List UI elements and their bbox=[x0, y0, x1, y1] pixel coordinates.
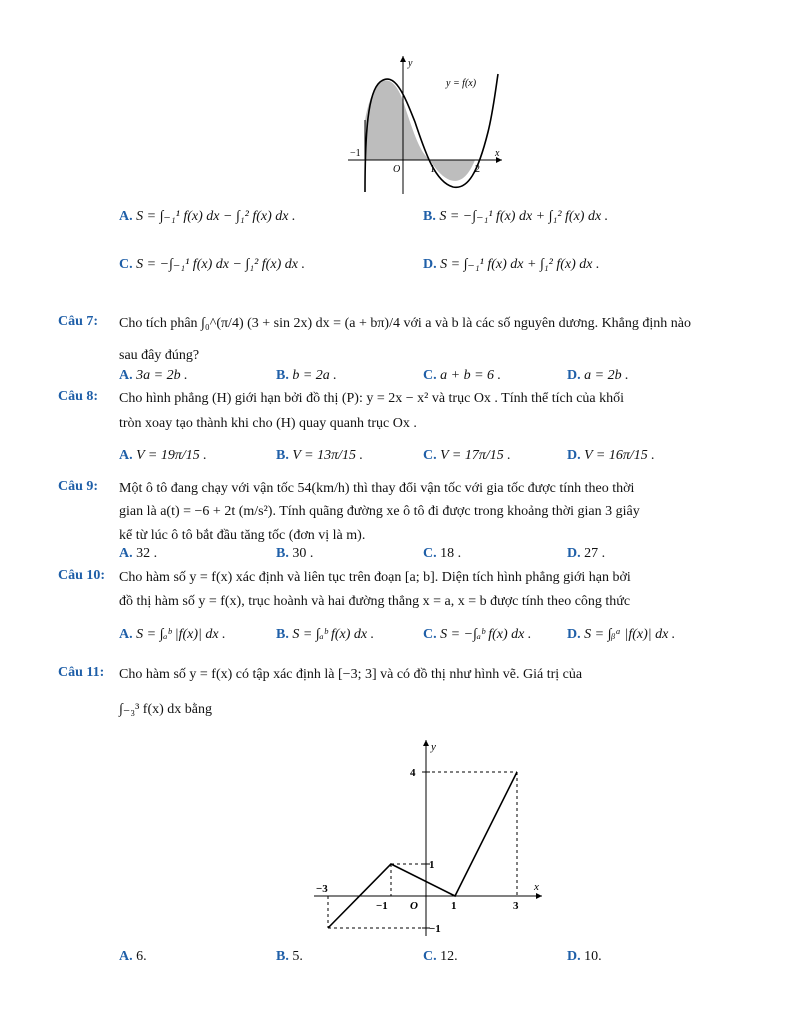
q7-stem-1: Cho tích phân ∫₀^(π/4) (3 + sin 2x) dx = (a + bπ)/4 với a và b là các số nguyên dương. Khẳng định nào bbox=[119, 316, 692, 331]
q8-d-label: D. bbox=[567, 448, 581, 463]
q6-c-label: C. bbox=[119, 257, 133, 272]
bottom-y-label: y bbox=[431, 741, 436, 753]
q10-a-text: S = ∫ₐᵇ |f(x)| dx . bbox=[136, 627, 226, 642]
q7-option-b[interactable] bbox=[276, 368, 337, 384]
q7-option-a[interactable] bbox=[119, 368, 188, 384]
q9-a-label: A. bbox=[119, 546, 133, 561]
q10-stem-1: Cho hàm số y = f(x) xác định và liên tục trên đoạn [a; b]. Diện tích hình phẳng giới hạn bởi bbox=[119, 570, 631, 585]
q10-c-label: C. bbox=[423, 627, 437, 642]
q8-b-label: B. bbox=[276, 448, 289, 463]
q11-c-text: 12. bbox=[440, 949, 458, 964]
q8-stem-1: Cho hình phẳng (H) giới hạn bởi đồ thị (P): y = 2x − x² và trục Ox . Tính thể tích của khối bbox=[119, 391, 625, 406]
q7-c-label: C. bbox=[423, 368, 437, 383]
bottom-tick-yn1: −1 bbox=[429, 923, 441, 935]
bottom-y-axis-arrow bbox=[423, 740, 429, 746]
shaded-area-negative bbox=[430, 160, 475, 181]
q6-d-label: D. bbox=[423, 257, 437, 272]
q11-b-text: 5. bbox=[292, 949, 303, 964]
top-x-label: x bbox=[495, 148, 500, 159]
q8-label: Câu 8: bbox=[58, 389, 99, 404]
bottom-tick-x1: 1 bbox=[451, 900, 457, 912]
bottom-graph bbox=[300, 736, 550, 941]
top-origin: O bbox=[393, 164, 401, 175]
q10-d-text: S = ∫ᵦᵃ |f(x)| dx . bbox=[584, 627, 676, 642]
q7-b-label: B. bbox=[276, 368, 289, 383]
q7-stem-2: sau đây đúng? bbox=[119, 348, 200, 363]
q8-option-c[interactable] bbox=[423, 448, 511, 464]
top-tick-neg1: −1 bbox=[350, 148, 361, 159]
q10-label: Câu 10: bbox=[58, 568, 106, 583]
q6-option-b[interactable] bbox=[423, 208, 608, 225]
top-tick-1: 1 bbox=[430, 164, 435, 175]
bottom-tick-y1: 1 bbox=[429, 859, 435, 871]
q9-b-text: 30 . bbox=[292, 546, 314, 561]
top-graph bbox=[340, 52, 510, 202]
q11-option-a[interactable] bbox=[119, 949, 147, 965]
q6-option-a[interactable] bbox=[119, 208, 296, 225]
q10-b-text: S = ∫ₐᵇ f(x) dx . bbox=[292, 627, 375, 642]
q9-label: Câu 9: bbox=[58, 479, 99, 494]
q10-option-b[interactable] bbox=[276, 627, 374, 643]
q7-d-text: a = 2b . bbox=[584, 368, 629, 383]
q9-option-b[interactable] bbox=[276, 546, 313, 562]
curve-label: y = f(x) bbox=[446, 78, 477, 89]
q11-stem-1: Cho hàm số y = f(x) có tập xác định là [−3; 3] và có đồ thị như hình vẽ. Giá trị của bbox=[119, 667, 583, 682]
top-tick-2: 2 bbox=[475, 164, 480, 175]
q11-a-text: 6. bbox=[136, 949, 147, 964]
q7-option-c[interactable] bbox=[423, 368, 501, 384]
q7-c-text: a + b = 6 . bbox=[440, 368, 502, 383]
q10-option-c[interactable] bbox=[423, 627, 531, 643]
piecewise-graph bbox=[328, 772, 517, 928]
q9-option-a[interactable] bbox=[119, 546, 157, 562]
q7-label: Câu 7: bbox=[58, 314, 99, 329]
q6-b-text: S = −∫₋₁¹ f(x) dx + ∫₁² f(x) dx . bbox=[439, 209, 609, 224]
bottom-tick-y4: 4 bbox=[410, 767, 416, 779]
q11-d-label: D. bbox=[567, 949, 581, 964]
q8-c-text: V = 17π/15 . bbox=[440, 448, 511, 463]
bottom-x-axis-arrow bbox=[536, 893, 542, 899]
q9-c-text: 18 . bbox=[440, 546, 462, 561]
top-y-label: y bbox=[408, 58, 413, 69]
q10-option-d[interactable] bbox=[567, 627, 675, 643]
q10-option-a[interactable] bbox=[119, 627, 226, 643]
q11-c-label: C. bbox=[423, 949, 437, 964]
q7-a-text: 3a = 2b . bbox=[136, 368, 188, 383]
q8-d-text: V = 16π/15 . bbox=[584, 448, 655, 463]
bottom-x-label: x bbox=[534, 881, 539, 893]
q8-stem-2: tròn xoay tạo thành khi cho (H) quay quanh trục Ox . bbox=[119, 416, 417, 431]
q9-b-label: B. bbox=[276, 546, 289, 561]
q9-option-c[interactable] bbox=[423, 546, 461, 562]
q11-d-text: 10. bbox=[584, 949, 602, 964]
bottom-tick-xn1: −1 bbox=[376, 900, 388, 912]
q11-a-label: A. bbox=[119, 949, 133, 964]
q9-a-text: 32 . bbox=[136, 546, 158, 561]
q9-d-label: D. bbox=[567, 546, 581, 561]
q10-c-text: S = −∫ₐᵇ f(x) dx . bbox=[440, 627, 532, 642]
q9-stem-2: gian là a(t) = −6 + 2t (m/s²). Tính quãng đường xe ô tô đi được trong khoảng thời gian 3 giây bbox=[119, 504, 640, 519]
q8-a-text: V = 19π/15 . bbox=[136, 448, 207, 463]
q8-c-label: C. bbox=[423, 448, 437, 463]
q8-b-text: V = 13π/15 . bbox=[292, 448, 363, 463]
q9-option-d[interactable] bbox=[567, 546, 605, 562]
q6-d-text: S = ∫₋₁¹ f(x) dx + ∫₁² f(x) dx . bbox=[440, 257, 600, 272]
q6-b-label: B. bbox=[423, 209, 436, 224]
q8-option-b[interactable] bbox=[276, 448, 363, 464]
q10-d-label: D. bbox=[567, 627, 581, 642]
q9-stem-3: kể từ lúc ô tô bắt đầu tăng tốc (đơn vị là m). bbox=[119, 528, 366, 543]
shaded-area-positive bbox=[365, 80, 430, 160]
bottom-tick-x3: 3 bbox=[513, 900, 519, 912]
q11-option-d[interactable] bbox=[567, 949, 602, 965]
q9-c-label: C. bbox=[423, 546, 437, 561]
q7-option-d[interactable] bbox=[567, 368, 629, 384]
q6-option-c[interactable] bbox=[119, 256, 305, 273]
bottom-tick-xn3: −3 bbox=[316, 883, 328, 895]
q6-a-label: A. bbox=[119, 209, 133, 224]
q7-b-text: b = 2a . bbox=[292, 368, 337, 383]
q11-option-b[interactable] bbox=[276, 949, 303, 965]
q7-a-label: A. bbox=[119, 368, 133, 383]
q9-stem-1: Một ô tô đang chạy với vận tốc 54(km/h) thì thay đổi vận tốc với gia tốc được tính theo thời bbox=[119, 481, 635, 496]
q11-b-label: B. bbox=[276, 949, 289, 964]
bottom-origin: O bbox=[410, 900, 418, 912]
q11-label: Câu 11: bbox=[58, 665, 105, 680]
q6-a-text: S = ∫₋₁¹ f(x) dx − ∫₁² f(x) dx . bbox=[136, 209, 296, 224]
y-axis-arrow bbox=[400, 56, 406, 62]
q11-stem-2: ∫₋₃³ f(x) dx bằng bbox=[119, 702, 213, 717]
q8-a-label: A. bbox=[119, 448, 133, 463]
q7-d-label: D. bbox=[567, 368, 581, 383]
q11-option-c[interactable] bbox=[423, 949, 458, 965]
q8-option-d[interactable] bbox=[567, 448, 655, 464]
q10-b-label: B. bbox=[276, 627, 289, 642]
q6-option-d[interactable] bbox=[423, 256, 600, 273]
q6-c-text: S = −∫₋₁¹ f(x) dx − ∫₁² f(x) dx . bbox=[136, 257, 305, 272]
q9-d-text: 27 . bbox=[584, 546, 606, 561]
q8-option-a[interactable] bbox=[119, 448, 207, 464]
q10-a-label: A. bbox=[119, 627, 133, 642]
q10-stem-2: đồ thị hàm số y = f(x), trục hoành và hai đường thẳng x = a, x = b được tính theo công thức bbox=[119, 594, 631, 609]
